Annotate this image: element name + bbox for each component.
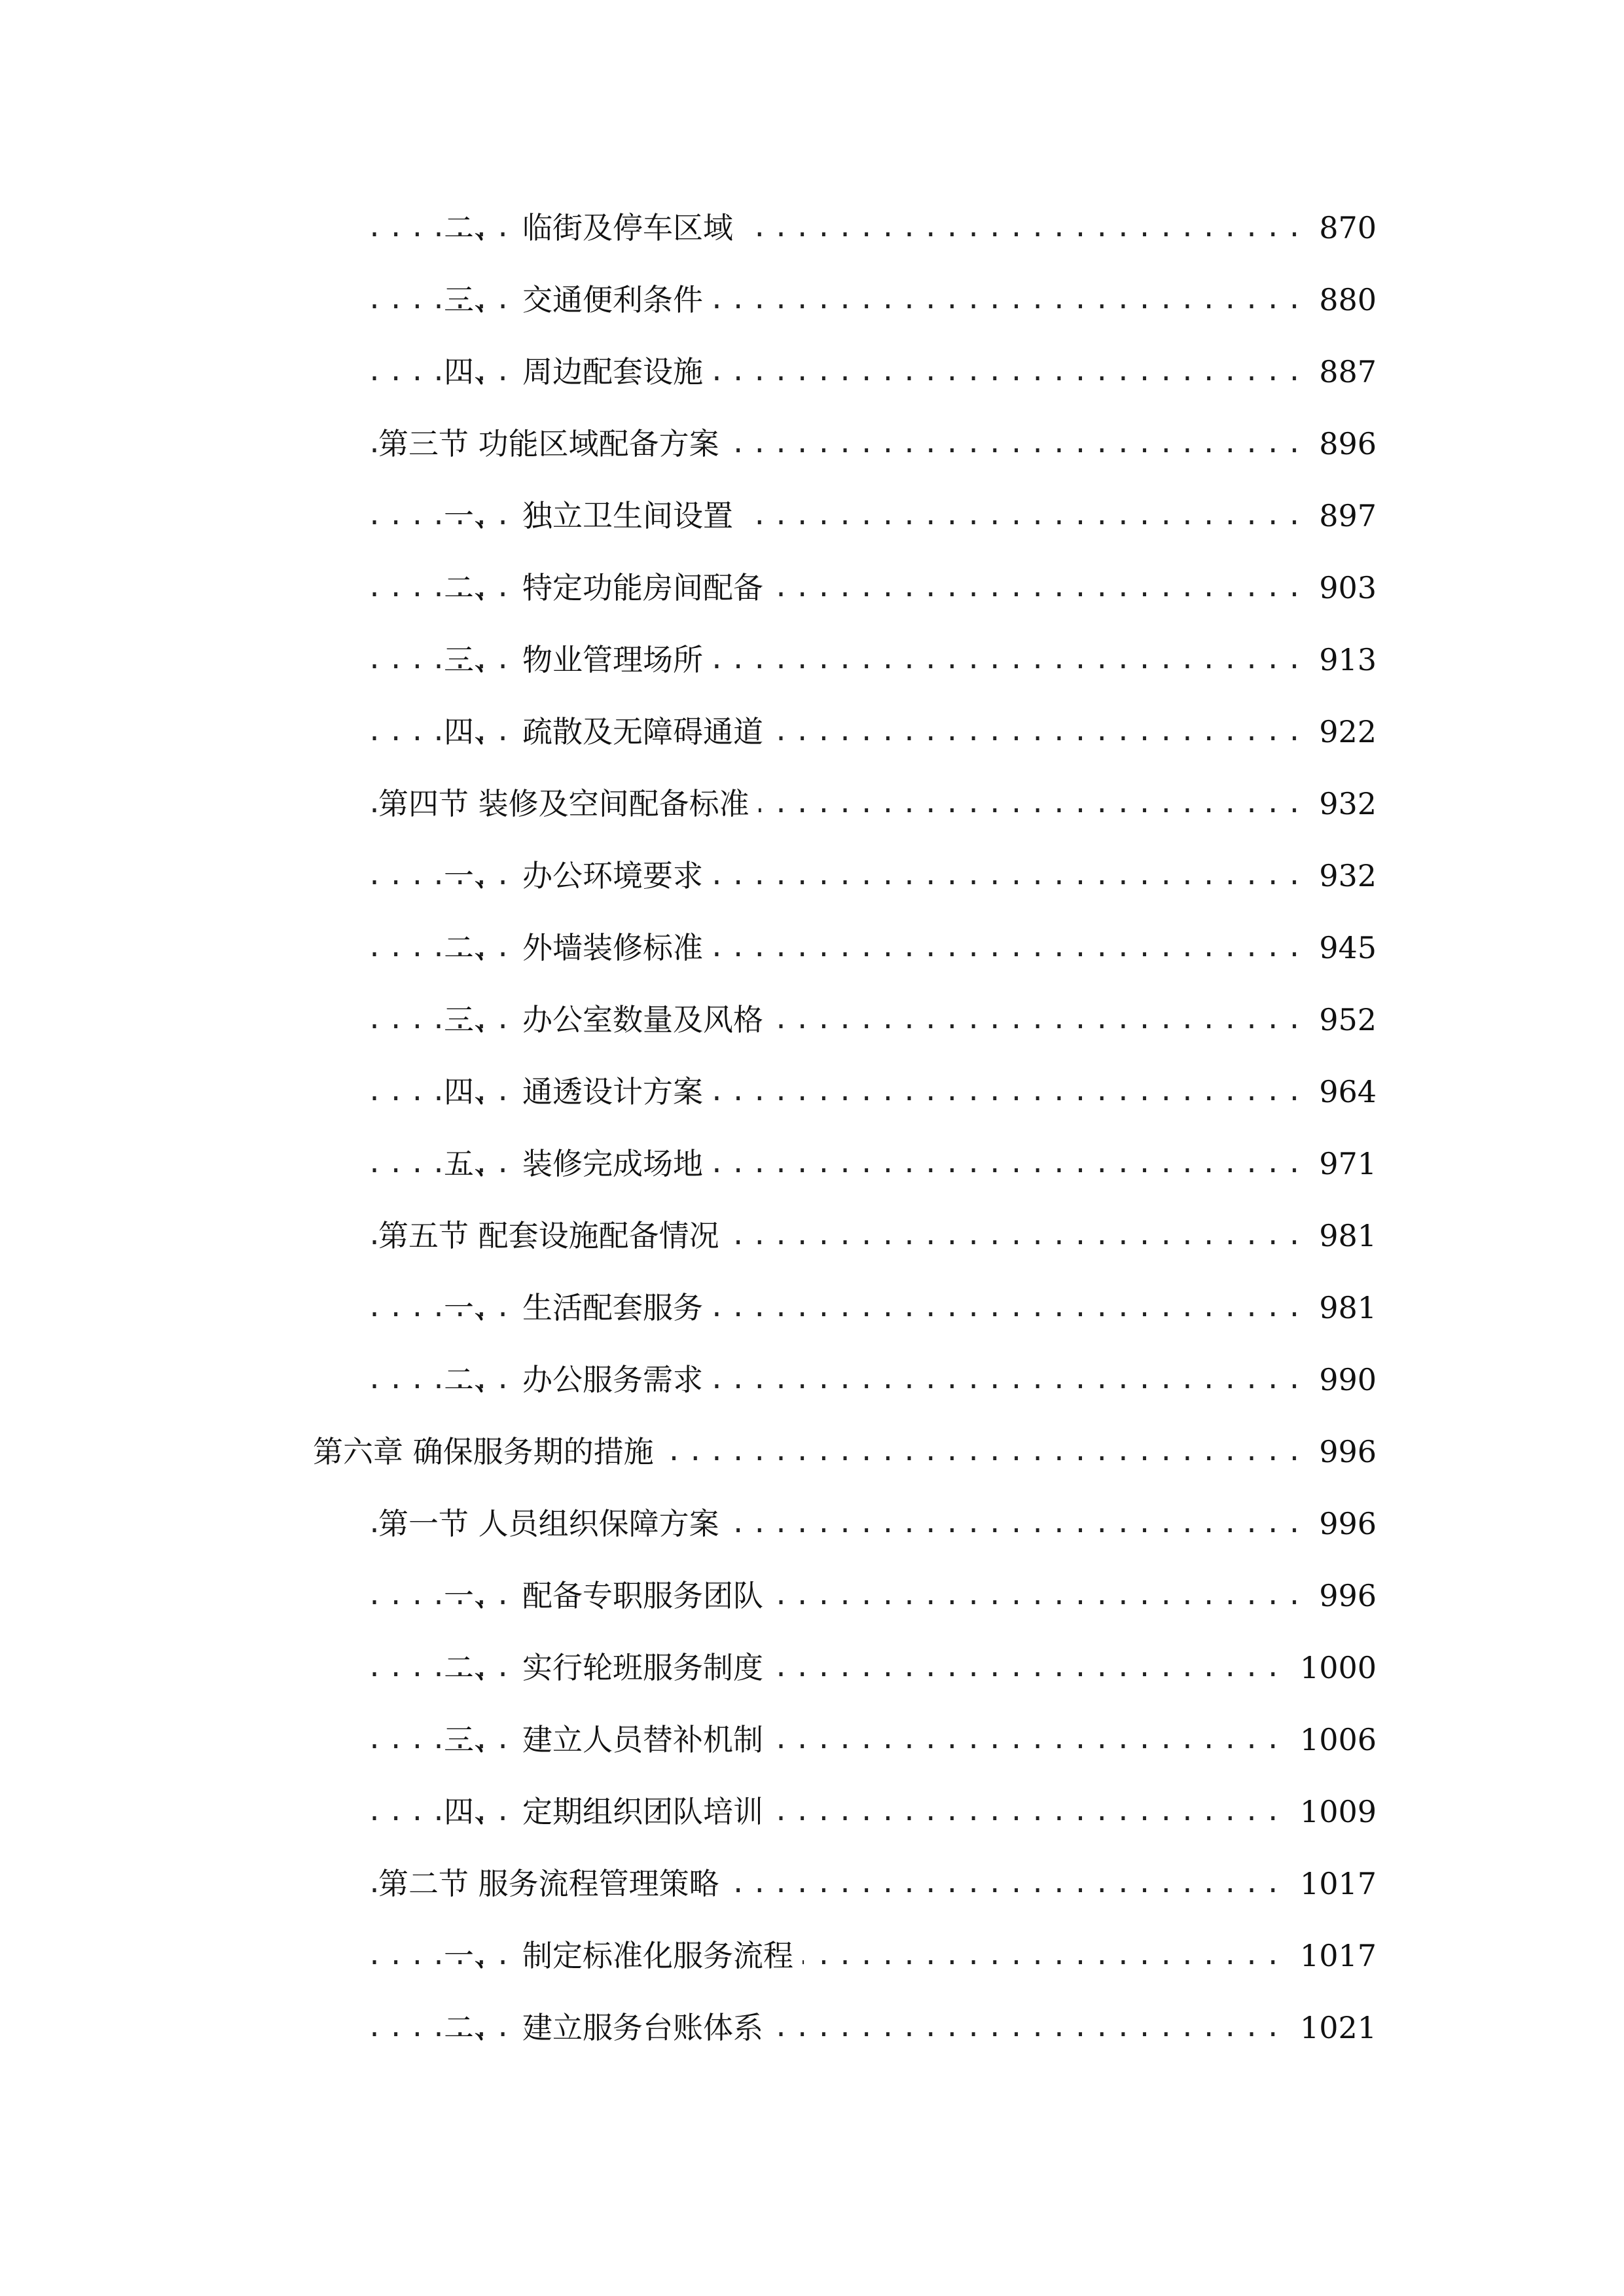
toc-entry[interactable] xyxy=(0,1928,1624,2000)
toc-entry-title: 物业管理场所 xyxy=(522,632,712,687)
dot-leader xyxy=(367,632,1323,687)
toc-page-number: 945 xyxy=(1310,920,1377,975)
toc-page-number: 1009 xyxy=(1291,1784,1377,1839)
dot-leader xyxy=(367,1928,1323,1983)
toc-chapter-entry[interactable] xyxy=(0,1424,1624,1496)
toc-entry-title: 建立人员替补机制 xyxy=(522,1712,772,1767)
table-of-contents xyxy=(0,200,1624,2072)
toc-entry-title: 定期组织团队培训 xyxy=(522,1784,772,1839)
toc-page-number: 990 xyxy=(1310,1352,1377,1407)
toc-entry-number: 一、 xyxy=(444,498,504,533)
toc-entry-title: 生活配套服务 xyxy=(522,1280,712,1335)
dot-leader xyxy=(367,1352,1323,1407)
dot-leader xyxy=(367,1064,1323,1119)
toc-entry-number: 四、 xyxy=(444,354,504,389)
toc-entry[interactable] xyxy=(0,632,1624,704)
toc-entry-title: 配备专职服务团队 xyxy=(522,1568,772,1623)
toc-page-number: 887 xyxy=(1310,344,1377,399)
toc-page-number: 1021 xyxy=(1291,2000,1377,2055)
toc-entry-number: 二、 xyxy=(444,2010,504,2045)
toc-entry[interactable] xyxy=(0,920,1624,992)
toc-section-entry[interactable] xyxy=(0,1208,1624,1280)
toc-entry[interactable] xyxy=(0,1136,1624,1208)
toc-entry-number: 一、 xyxy=(444,1578,504,1613)
toc-section-title: 第二节 服务流程管理策略 xyxy=(378,1856,729,1911)
toc-chapter-title: 第六章 确保服务期的措施 xyxy=(313,1424,663,1479)
toc-entry-title: 疏散及无障碍通道 xyxy=(522,704,772,759)
toc-entry[interactable] xyxy=(0,1784,1624,1856)
toc-entry[interactable] xyxy=(0,848,1624,920)
dot-leader xyxy=(367,992,1323,1047)
toc-entry-number: 四、 xyxy=(444,714,504,749)
toc-entry-title: 实行轮班服务制度 xyxy=(522,1640,772,1695)
toc-page-number: 981 xyxy=(1310,1280,1377,1335)
toc-entry-number: 三、 xyxy=(444,1002,504,1037)
toc-entry-title: 制定标准化服务流程 xyxy=(522,1928,803,1983)
toc-entry-title: 装修完成场地 xyxy=(522,1136,712,1191)
toc-entry[interactable] xyxy=(0,344,1624,416)
toc-entry[interactable] xyxy=(0,1352,1624,1424)
toc-page-number: 870 xyxy=(1310,200,1377,255)
toc-entry-number: 二、 xyxy=(444,570,504,605)
toc-page-number: 971 xyxy=(1310,1136,1377,1191)
toc-page-number: 952 xyxy=(1310,992,1377,1047)
dot-leader xyxy=(367,488,1323,543)
dot-leader xyxy=(367,1640,1323,1695)
toc-entry-number: 三、 xyxy=(444,282,504,317)
toc-entry-number: 一、 xyxy=(444,858,504,893)
toc-page-number: 996 xyxy=(1310,1496,1377,1551)
toc-entry-title: 办公室数量及风格 xyxy=(522,992,772,1047)
dot-leader xyxy=(367,1280,1323,1335)
toc-entry[interactable] xyxy=(0,704,1624,776)
toc-entry-title: 通透设计方案 xyxy=(522,1064,712,1119)
toc-section-entry[interactable] xyxy=(0,416,1624,488)
toc-entry[interactable] xyxy=(0,1568,1624,1640)
dot-leader xyxy=(367,1712,1323,1767)
toc-section-title: 第五节 配套设施配备情况 xyxy=(378,1208,729,1263)
toc-entry[interactable] xyxy=(0,200,1624,272)
toc-page-number: 964 xyxy=(1310,1064,1377,1119)
toc-entry-number: 二、 xyxy=(444,210,504,245)
toc-entry-title: 办公环境要求 xyxy=(522,848,712,903)
toc-entry-title: 临街及停车区域 xyxy=(522,200,742,255)
toc-page-number: 903 xyxy=(1310,560,1377,615)
toc-entry-title: 交通便利条件 xyxy=(522,272,712,327)
toc-section-title: 第三节 功能区域配备方案 xyxy=(378,416,729,471)
toc-page-number: 896 xyxy=(1310,416,1377,471)
toc-entry-number: 二、 xyxy=(444,930,504,965)
toc-entry-title: 周边配套设施 xyxy=(522,344,712,399)
dot-leader xyxy=(367,848,1323,903)
toc-entry-title: 建立服务台账体系 xyxy=(522,2000,772,2055)
toc-entry[interactable] xyxy=(0,488,1624,560)
toc-entry[interactable] xyxy=(0,1064,1624,1136)
toc-page-number: 897 xyxy=(1310,488,1377,543)
toc-entry[interactable] xyxy=(0,272,1624,344)
toc-entry[interactable] xyxy=(0,1280,1624,1352)
dot-leader xyxy=(367,920,1323,975)
dot-leader xyxy=(367,560,1323,615)
toc-page-number: 1017 xyxy=(1291,1856,1377,1911)
toc-entry[interactable] xyxy=(0,560,1624,632)
dot-leader xyxy=(367,1784,1323,1839)
toc-entry-title: 办公服务需求 xyxy=(522,1352,712,1407)
toc-page-number: 981 xyxy=(1310,1208,1377,1263)
toc-entry-number: 五、 xyxy=(444,1146,504,1181)
toc-entry-title: 特定功能房间配备 xyxy=(522,560,772,615)
dot-leader xyxy=(367,1568,1323,1623)
toc-section-entry[interactable] xyxy=(0,1496,1624,1568)
toc-page-number: 922 xyxy=(1310,704,1377,759)
toc-entry-title: 独立卫生间设置 xyxy=(522,488,742,543)
toc-page-number: 1000 xyxy=(1291,1640,1377,1695)
dot-leader xyxy=(367,344,1323,399)
toc-page-number: 913 xyxy=(1310,632,1377,687)
toc-entry-number: 一、 xyxy=(444,1938,504,1973)
toc-entry-number: 三、 xyxy=(444,642,504,677)
toc-page-number: 996 xyxy=(1310,1424,1377,1479)
toc-entry[interactable] xyxy=(0,2000,1624,2072)
toc-entry[interactable] xyxy=(0,1640,1624,1712)
toc-entry-number: 三、 xyxy=(444,1722,504,1757)
toc-page-number: 1006 xyxy=(1291,1712,1377,1767)
toc-entry[interactable] xyxy=(0,1712,1624,1784)
toc-section-title: 第四节 装修及空间配备标准 xyxy=(378,776,759,831)
dot-leader xyxy=(367,272,1323,327)
toc-entry-number: 四、 xyxy=(444,1794,504,1829)
toc-section-title: 第一节 人员组织保障方案 xyxy=(378,1496,729,1551)
toc-entry-number: 二、 xyxy=(444,1362,504,1397)
toc-page-number: 1017 xyxy=(1291,1928,1377,1983)
toc-section-entry[interactable] xyxy=(0,1856,1624,1928)
toc-page-number: 932 xyxy=(1310,848,1377,903)
toc-page-number: 932 xyxy=(1310,776,1377,831)
toc-entry-number: 二、 xyxy=(444,1650,504,1685)
toc-page-number: 880 xyxy=(1310,272,1377,327)
toc-entry-number: 四、 xyxy=(444,1074,504,1109)
toc-entry[interactable] xyxy=(0,992,1624,1064)
toc-entry-number: 一、 xyxy=(444,1290,504,1325)
toc-entry-title: 外墙装修标准 xyxy=(522,920,712,975)
dot-leader xyxy=(367,704,1323,759)
dot-leader xyxy=(367,1136,1323,1191)
toc-section-entry[interactable] xyxy=(0,776,1624,848)
dot-leader xyxy=(367,200,1323,255)
toc-page-number: 996 xyxy=(1310,1568,1377,1623)
dot-leader xyxy=(367,2000,1323,2055)
